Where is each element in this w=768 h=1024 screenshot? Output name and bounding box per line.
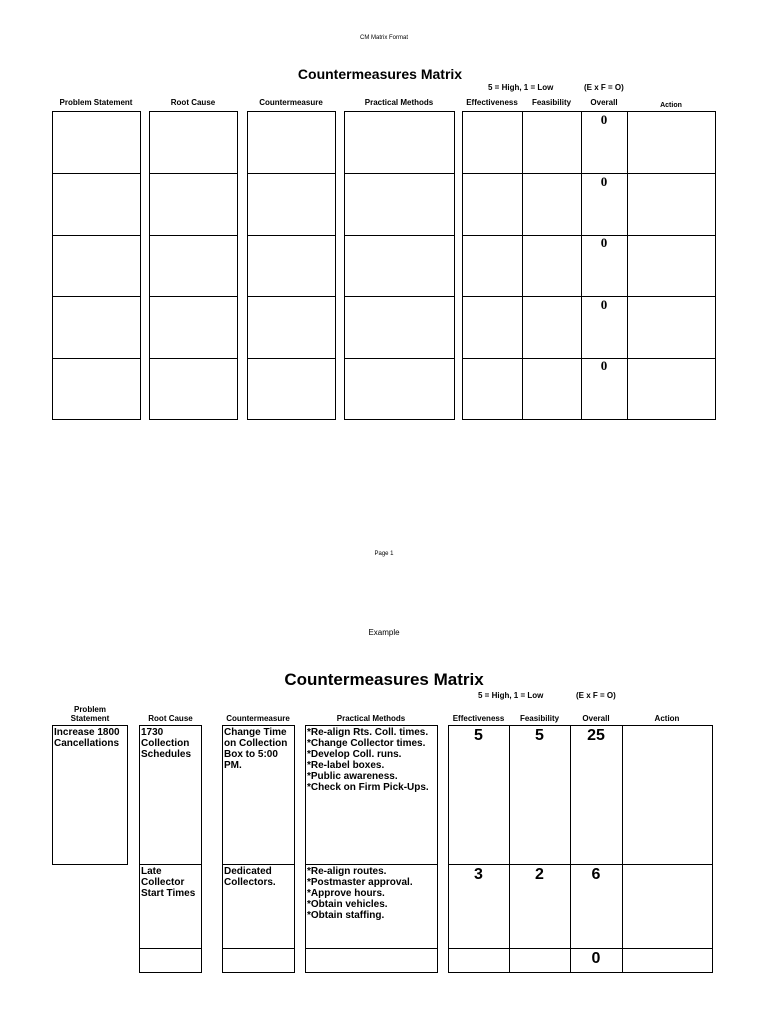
row-divider [344, 296, 455, 297]
example-header-action: Action [654, 714, 680, 723]
divider [509, 725, 510, 973]
methods-column [344, 111, 455, 420]
example-title: Countermeasures Matrix [284, 670, 484, 689]
overall-value: 0 [600, 297, 608, 312]
divider [570, 725, 571, 973]
formula-note: (E x F = O) [584, 83, 624, 92]
divider [622, 725, 623, 973]
example-header-methods: Practical Methods [336, 714, 406, 723]
example-root-cause-text: 1730 Collection Schedules [141, 727, 192, 760]
row-divider [247, 235, 336, 236]
example-scale-note: 5 = High, 1 = Low [478, 691, 544, 700]
example-root-cause-column [139, 725, 202, 973]
row-divider [305, 864, 438, 865]
header-problem-statement: Problem Statement [59, 98, 133, 107]
row-divider [149, 173, 238, 174]
row-divider [139, 948, 202, 949]
example-problem-text: Increase 1800 Cancellations [54, 727, 120, 749]
header-practical-methods: Practical Methods [364, 98, 434, 107]
row-divider [247, 296, 336, 297]
example-overall-value: 25 [587, 727, 605, 744]
row-divider [52, 173, 141, 174]
row-divider [149, 358, 238, 359]
header-feasibility: Feasibility [531, 98, 572, 107]
row-divider [149, 235, 238, 236]
example-header-feasibility: Feasibility [519, 714, 560, 723]
row-divider [149, 296, 238, 297]
example-feasibility-value: 5 [535, 727, 544, 744]
header-overall: Overall [590, 98, 618, 107]
divider [522, 111, 523, 420]
row-divider [222, 948, 295, 949]
root-cause-column [149, 111, 238, 420]
example-header-root-cause: Root Cause [148, 714, 193, 723]
example-methods-text: *Re-align routes. *Postmaster approval. *Approve hours. *Obtain vehicles. *Obtain staffing. [307, 866, 413, 921]
overall-value: 0 [600, 358, 608, 373]
row-divider [344, 173, 455, 174]
header-action: Action [660, 102, 682, 109]
row-divider [222, 864, 295, 865]
row-divider [448, 864, 713, 865]
example-label: Example [368, 628, 400, 637]
row-divider [344, 358, 455, 359]
row-divider [247, 173, 336, 174]
row-divider [52, 296, 141, 297]
scale-note: 5 = High, 1 = Low [488, 83, 554, 92]
example-effectiveness-value: 3 [474, 866, 483, 883]
overall-value: 0 [600, 235, 608, 250]
example-header-effectiveness: Effectiveness [452, 714, 505, 723]
page-top-label: CM Matrix Format [360, 35, 408, 41]
page-number: Page 1 [374, 551, 394, 557]
row-divider [344, 235, 455, 236]
example-header-countermeasure: Countermeasure [226, 714, 290, 723]
row-divider [448, 948, 713, 949]
example-scores-group [448, 725, 713, 973]
example-feasibility-value: 2 [535, 866, 544, 883]
example-countermeasure-text: Change Time on Collection Box to 5:00 PM. [224, 727, 288, 771]
page-title: Countermeasures Matrix [297, 66, 463, 82]
row-divider [139, 864, 202, 865]
example-overall-value: 0 [591, 950, 601, 967]
divider [627, 111, 628, 420]
example-header-overall: Overall [582, 714, 610, 723]
example-methods-text: *Re-align Rts. Coll. times. *Change Collector times. *Develop Coll. runs. *Re-label boxes. *Public awareness. *Check on Firm Pick-Ups. [307, 727, 429, 793]
overall-value: 0 [600, 112, 608, 127]
overall-value: 0 [600, 174, 608, 189]
example-overall-value: 6 [591, 866, 601, 883]
row-divider [52, 235, 141, 236]
example-root-cause-text: Late Collector Start Times [141, 866, 196, 899]
row-divider [247, 358, 336, 359]
example-formula-note: (E x F = O) [576, 691, 616, 700]
example-effectiveness-value: 5 [474, 727, 483, 744]
example-countermeasure-text: Dedicated Collectors. [224, 866, 276, 888]
row-divider [52, 358, 141, 359]
example-header-problem: Problem Statement [70, 705, 110, 723]
problem-column [52, 111, 141, 420]
header-effectiveness: Effectiveness [466, 98, 518, 107]
countermeasure-column [247, 111, 336, 420]
header-countermeasure: Countermeasure [259, 98, 323, 107]
header-root-cause: Root Cause [170, 98, 216, 107]
row-divider [305, 948, 438, 949]
